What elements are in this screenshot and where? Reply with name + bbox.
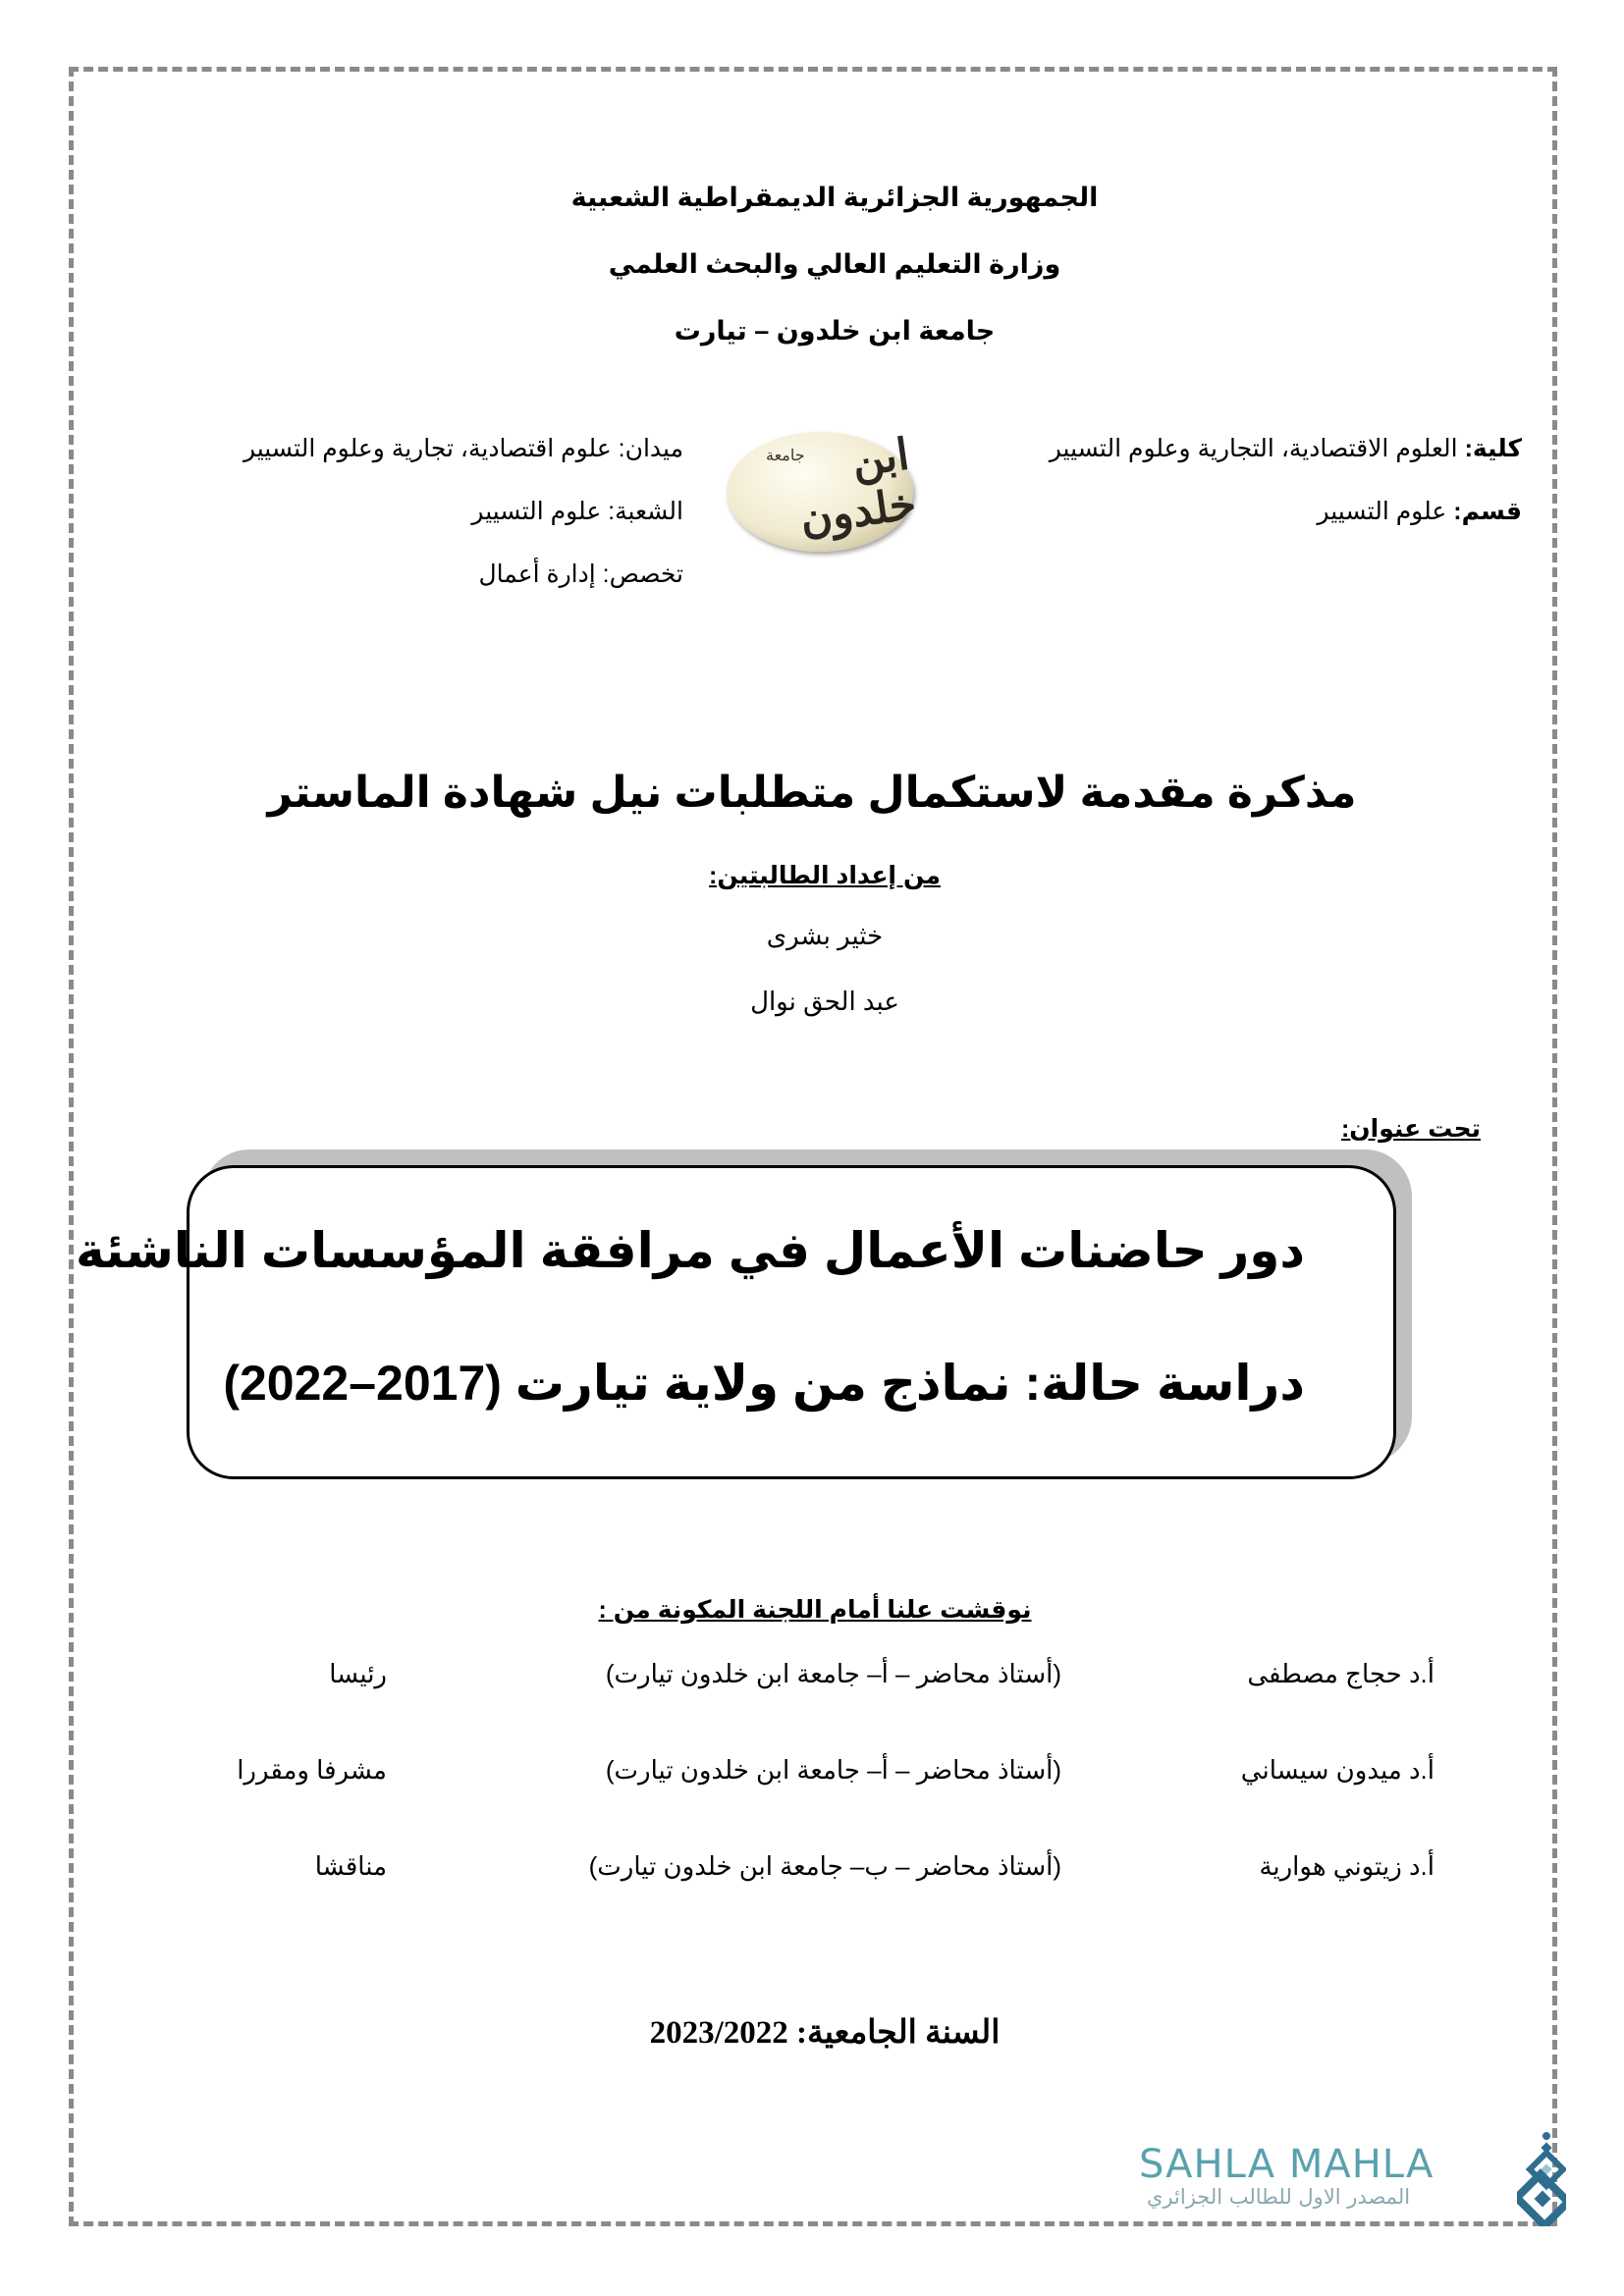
member-affiliation: (أستاذ محاضر – أ– جامعة ابن خلدون تيارت) — [605, 1755, 1061, 1785]
academic-year: السنة الجامعية: 2023/2022 — [649, 2015, 1001, 2051]
university-name: جامعة ابن خلدون – تيارت — [674, 316, 996, 346]
ministry-name: وزارة التعليم العالي والبحث العلمي — [608, 249, 1061, 279]
faculty-value: العلوم الاقتصادية، التجارية وعلوم التسيير — [1049, 435, 1465, 462]
sahla-mahla-watermark — [1139, 2142, 1527, 2211]
department-value: علوم التسيير — [1317, 498, 1454, 525]
thesis-title-box — [75, 1165, 1396, 1479]
country-name: الجمهورية الجزائرية الديمقراطية الشعبية — [570, 183, 1099, 212]
member-role: رئيسا — [329, 1659, 387, 1688]
member-affiliation: (أستاذ محاضر – أ– جامعة ابن خلدون تيارت) — [605, 1659, 1061, 1688]
committee-label: نوقشت علنا أمام اللجنة المكونة من : — [598, 1596, 1032, 1624]
student-name: عبد الحق نوال — [750, 987, 899, 1016]
under-title-label: تحت عنوان: — [1340, 1115, 1481, 1143]
faculty-label: كلية: — [1464, 435, 1522, 462]
university-logo-icon — [727, 429, 920, 552]
sahla-mahla-logo-icon — [1517, 2128, 1566, 2226]
member-affiliation: (أستاذ محاضر – ب– جامعة ابن خلدون تيارت) — [588, 1851, 1061, 1881]
prepared-by-label: من إعداد الطالبتين: — [709, 862, 941, 889]
specialty-line: تخصص: إدارة أعمال — [478, 561, 683, 588]
thesis-title-line1: دور حاضنات الأعمال في مرافقة المؤسسات الناشئة — [75, 1223, 1305, 1278]
logo-text: ابن خلدون — [796, 429, 920, 545]
department-line — [1317, 497, 1522, 526]
domain-line: ميدان: علوم اقتصادية، تجارية وعلوم التسيير — [243, 435, 683, 462]
member-name: أ.د ميدون سيساني — [1240, 1755, 1435, 1785]
page-border — [69, 67, 1557, 2226]
faculty-line — [1050, 434, 1522, 463]
branch-line: الشعبة: علوم التسيير — [471, 498, 683, 525]
member-role: مشرفا ومقررا — [237, 1755, 387, 1785]
member-role: مناقشا — [314, 1851, 387, 1881]
watermark-tagline: المصدر الاول للطالب الجزائري — [1147, 2185, 1411, 2209]
member-name: أ.د زيتوني هوارية — [1259, 1851, 1435, 1881]
member-name: أ.د حجاج مصطفى — [1247, 1659, 1435, 1688]
logo-small-text: جامعة — [766, 446, 805, 464]
department-label: قسم: — [1453, 498, 1522, 525]
watermark-name: SAHLA MAHLA — [1139, 2142, 1435, 2187]
student-name: خثير بشرى — [766, 921, 884, 950]
memo-title: مذكرة مقدمة لاستكمال متطلبات نيل شهادة الماستر — [267, 769, 1357, 817]
thesis-title-line2: دراسة حالة: نماذج من ولاية تيارت (2017–2022) — [223, 1356, 1305, 1411]
